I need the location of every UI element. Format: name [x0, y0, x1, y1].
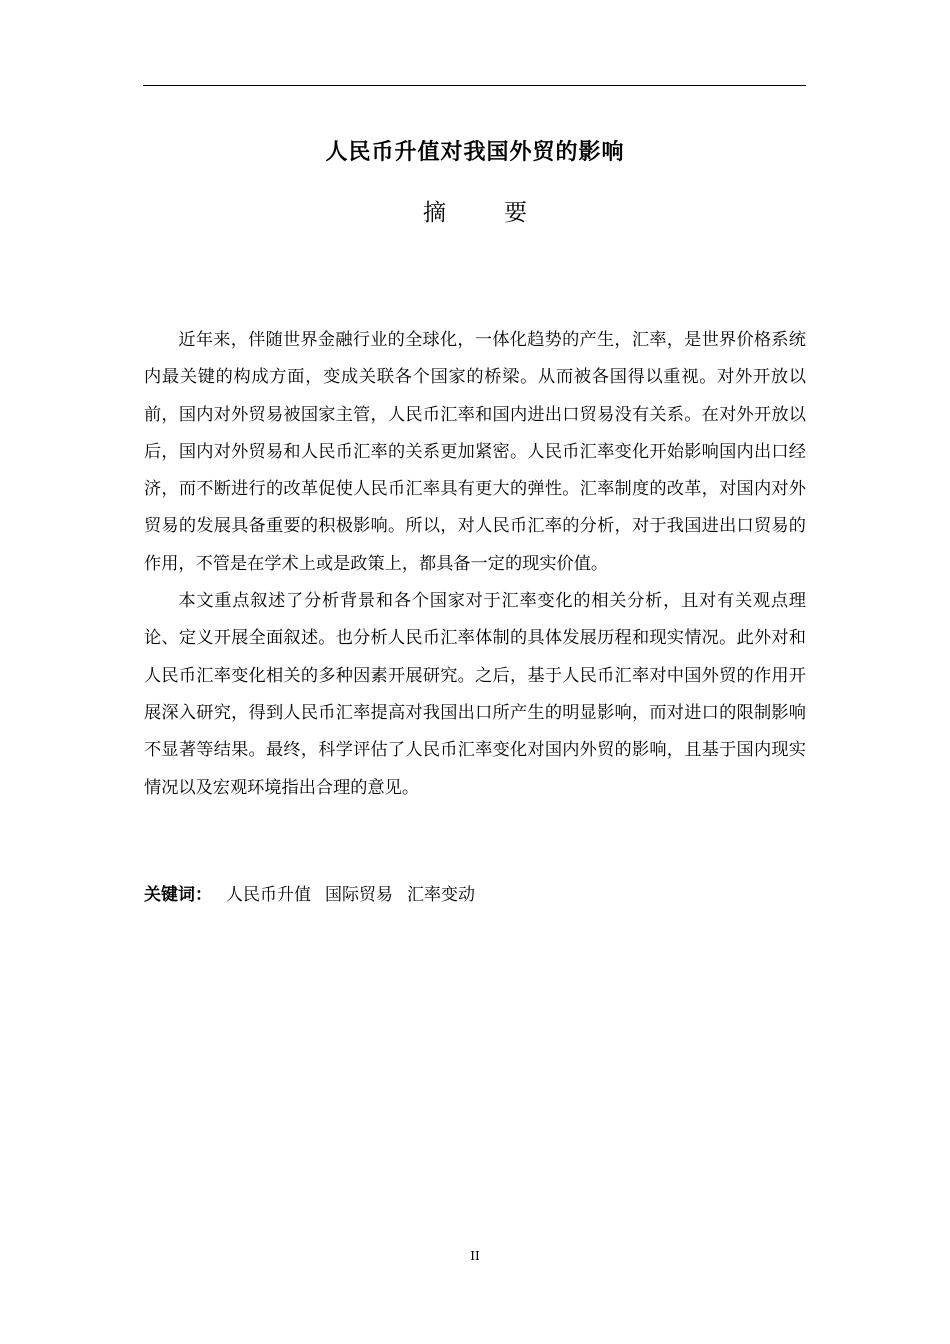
abstract-paragraph-2: 本文重点叙述了分析背景和各个国家对于汇率变化的相关分析，且对有关观点理论、定义开展全面叙述。也分析人民币汇率体制的具体发展历程和现实情况。此外对和人民币汇率变化相关的多种因素开展研究。之后，基于人民币汇率对中国外贸的作用开展深入研究，得到人民币汇率提高对我国出口所产生的明显影响，而对进口的限制影响不显著等结果。最终，科学评估了人民币汇率变化对国内外贸的影响，且基于国内现实情况以及宏观环境指出合理的意见。: [144, 591, 806, 798]
abstract-body: [144, 322, 806, 807]
keyword-2: 国际贸易: [325, 885, 393, 905]
header-rule: [143, 85, 806, 86]
page-number: II: [470, 1249, 480, 1263]
document-title: 人民币升值对我国外贸的影响: [325, 140, 625, 165]
keywords-line: [144, 880, 806, 910]
abstract-heading: 摘要: [423, 200, 585, 226]
abstract-paragraph-1: 近年来，伴随世界金融行业的全球化，一体化趋势的产生，汇率，是世界价格系统内最关键的构成方面，变成关联各个国家的桥梁。从而被各国得以重视。对外开放以前，国内对外贸易被国家主管，人民币汇率和国内进出口贸易没有关系。在对外开放以后，国内对外贸易和人民币汇率的关系更加紧密。人民币汇率变化开始影响国内出口经济，而不断进行的改革促使人民币汇率具有更大的弹性。汇率制度的改革，对国内对外贸易的发展具备重要的积极影响。所以，对人民币汇率的分析，对于我国进出口贸易的作用，不管是在学术上或是政策上，都具备一定的现实价值。: [144, 330, 806, 574]
keyword-3: 汇率变动: [407, 885, 475, 905]
keywords-label: 关键词：: [144, 885, 212, 905]
keyword-1: 人民币升值: [226, 885, 311, 905]
